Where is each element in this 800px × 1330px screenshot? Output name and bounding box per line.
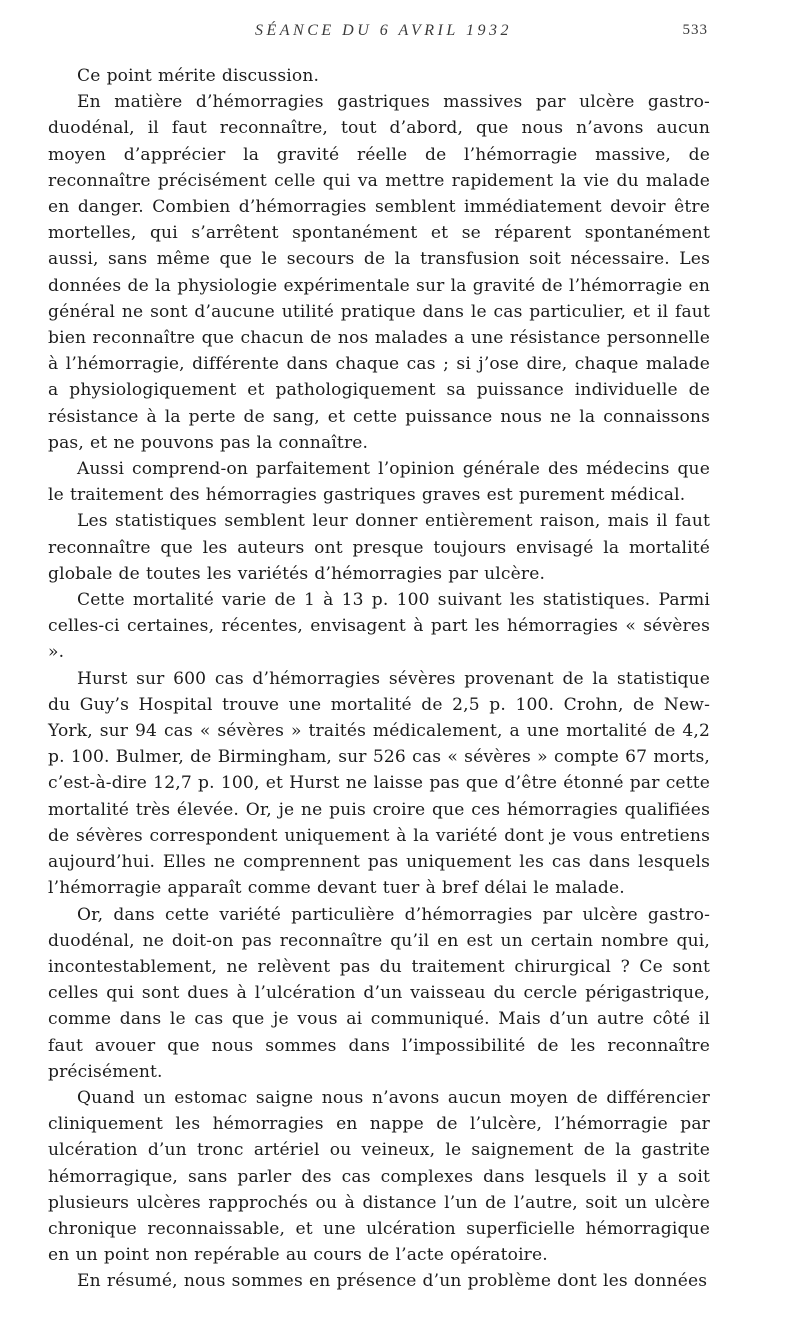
running-title: SÉANCE DU 6 AVRIL 1932: [255, 22, 512, 39]
page-number: 533: [682, 22, 708, 38]
paragraph-8: Quand un estomac saigne nous n’avons aucun moyen de différencier cliniquement les hémorragies en nappe de l’ulcère, l’hémorragie par ulcération d’un tronc artériel ou veineux, le saignement de la gastrite hémorragique, sans parler des cas complexes dans lesquels il y a soit plusieurs ulcères rapprochés ou à distance l’un de l’autre, soit un ulcère chronique reconnaissable, et une ulcération superficielle hémorragique en un point non repérable au cours de l’acte opératoire.: [48, 1087, 710, 1266]
paragraph-1: Ce point mérite discussion.: [77, 66, 320, 86]
paragraph-7: Or, dans cette variété particulière d’hémorragies par ulcère gastro-duodénal, ne doit-on pas reconnaître qu’il en est un certain nombre qui, incontestablement, ne relèvent pas du traitement chirurgical ? Ce sont celles qui sont dues à l’ulcération d’un vaisseau du cercle périgastrique, comme dans le cas que je vous ai communiqué. Mais d’un autre côté il faut avouer que nous sommes dans l’impossibilité de les reconnaître précisément.: [48, 904, 710, 1082]
paragraph-6: Hurst sur 600 cas d’hémorragies sévères provenant de la statistique du Guy’s Hospital trouve une mortalité de 2,5 p. 100. Crohn, de New-York, sur 94 cas « sévères » traités médicalement, a une mortalité de 4,2 p. 100. Bulmer, de Birmingham, sur 526 cas « sévères » compte 67 morts, c’est-à-dire 12,7 p. 100, et Hurst ne laisse pas que d’être étonné par cette mortalité très élevée. Or, je ne puis croire que ces hémorragies qualifiées de sévères correspondent uniquement à la variété dont je vous entretiens aujourd’hui. Elles ne comprennent pas uniquement les cas dans lesquels l’hémorragie apparaît comme devant tuer à bref délai le malade.: [48, 668, 710, 899]
paragraph-2: En matière d’hémorragies gastriques massives par ulcère gastro-duodénal, il faut reconnaître, tout d’abord, que nous n’avons aucun moyen d’apprécier la gravité réelle de l’hémorragie massive, de reconnaître précisément celle qui va mettre rapidement la vie du malade en danger. Combien d’hémorragies semblent immédiatement devoir être mortelles, qui s’arrêtent spontanément et se réparent spontanément aussi, sans même que le secours de la transfusion soit nécessaire. Les données de la physiologie expérimentale sur la gravité de l’hémorragie en général ne sont d’aucune utilité pratique dans le cas particulier, et il faut bien reconnaître que chacun de nos malades a une résistance personnelle à l’hémorragie, différente dans chaque cas ; si j’ose dire, chaque malade a physiologiquement et pathologiquement sa puissance individuelle de résistance à la perte de sang, et cette puissance nous ne la connaissons pas, et ne pouvons pas la connaître.: [48, 92, 710, 453]
paragraph-5: Cette mortalité varie de 1 à 13 p. 100 suivant les statistiques. Parmi celles-ci certaines, récentes, envisagent à part les hémorragies « sévères ».: [48, 590, 710, 663]
paragraph-4: Les statistiques semblent leur donner entièrement raison, mais il faut reconnaître que les auteurs ont presque toujours envisagé la mortalité globale de toutes les variétés d’hémorragies par ulcère.: [48, 511, 710, 584]
running-head: [0, 22, 800, 46]
paragraph-9: En résumé, nous sommes en présence d’un problème dont les données: [77, 1271, 708, 1292]
paragraph-3: Aussi comprend-on parfaitement l’opinion générale des médecins que le traitement des hémorragies gastriques graves est purement médical.: [48, 459, 710, 506]
body-text: [48, 63, 710, 1295]
